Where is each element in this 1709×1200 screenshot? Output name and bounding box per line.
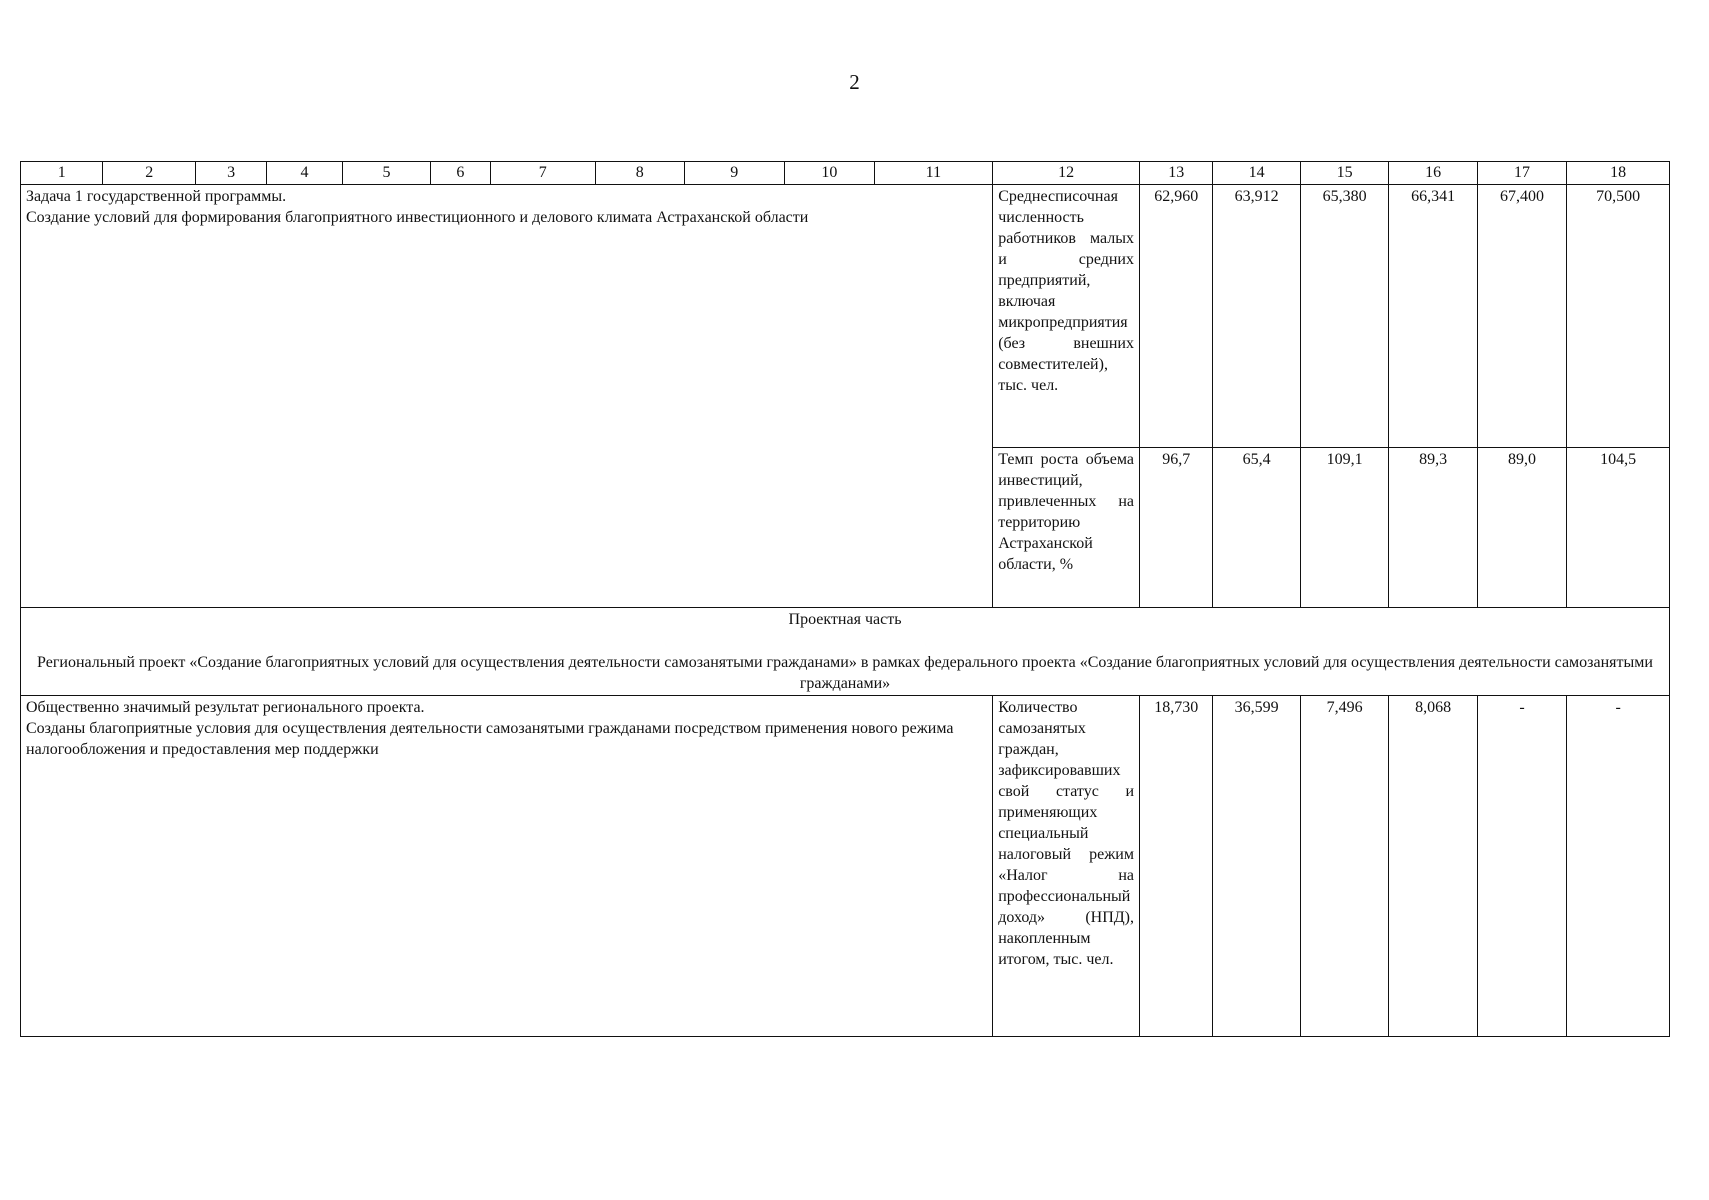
column-number: 1 [21,162,103,185]
indicator-value: 89,0 [1477,448,1566,607]
indicator-value: 65,4 [1213,448,1300,607]
column-number: 12 [993,162,1140,185]
task-row [21,185,1670,448]
task-text: Создание условий для формирования благоприятного инвестиционного и делового климата Астраханской области [26,209,809,226]
column-number: 16 [1389,162,1477,185]
column-number: 13 [1140,162,1213,185]
indicator-value: 18,730 [1140,695,1213,1036]
project-name: Региональный проект «Создание благоприятных условий для осуществления деятельности самозанятыми гражданами» в рамках федерального проекта «Создание благоприятных условий для осуществления деятельности самозанятыми гражданами» [21,651,1670,696]
column-number: 6 [431,162,490,185]
column-number: 5 [342,162,430,185]
indicator-value: 62,960 [1140,185,1213,448]
indicator-name: Среднесписочная численность работников малых и средних предприятий, включая микропредприятия (без внешних совместителей), тыс. чел. [993,185,1140,448]
column-number-row [21,162,1670,185]
indicator-value: 8,068 [1389,695,1477,1036]
result-description-cell [21,695,993,1036]
indicator-name: Количество самозанятых граждан, зафиксировавших свой статус и применяющих специальный налоговый режим «Налог на профессиональный доход» (НПД), накопленным итогом, тыс. чел. [993,695,1140,1036]
column-number: 3 [195,162,266,185]
column-number: 14 [1213,162,1300,185]
result-text: Созданы благоприятные условия для осуществления деятельности самозанятыми гражданами посредством применения нового режима налогообложения и предоставления мер поддержки [26,719,954,758]
indicator-value: 109,1 [1300,448,1388,607]
section-label-cell [21,607,1670,651]
section-label-row [21,607,1670,651]
page-number: 2 [849,70,860,94]
indicator-value: 36,599 [1213,695,1300,1036]
indicator-value: 7,496 [1300,695,1388,1036]
column-number: 2 [103,162,196,185]
indicator-value: 65,380 [1300,185,1388,448]
column-number: 10 [785,162,874,185]
indicator-value: 89,3 [1389,448,1477,607]
indicator-value: 104,5 [1567,448,1670,607]
task-description-cell [21,185,993,608]
indicator-table [20,161,1670,1037]
indicator-value: - [1567,695,1670,1036]
project-name-row [21,651,1670,696]
column-number: 8 [596,162,684,185]
column-number: 17 [1477,162,1566,185]
column-number: 7 [490,162,596,185]
indicator-value: - [1477,695,1566,1036]
task-title: Задача 1 государственной программы. [26,188,287,205]
indicator-name: Темп роста объема инвестиций, привлеченных на территорию Астраханской области, % [993,448,1140,607]
column-number: 15 [1300,162,1388,185]
indicator-value: 63,912 [1213,185,1300,448]
indicator-value: 66,341 [1389,185,1477,448]
column-number: 4 [267,162,342,185]
column-number: 18 [1567,162,1670,185]
section-label: Проектная часть [788,610,902,628]
indicator-value: 70,500 [1567,185,1670,448]
result-title: Общественно значимый результат регионального проекта. [26,698,425,716]
column-number: 9 [684,162,785,185]
result-row [21,695,1670,1036]
indicator-value: 96,7 [1140,448,1213,607]
column-number: 11 [874,162,993,185]
indicator-value: 67,400 [1477,185,1566,448]
